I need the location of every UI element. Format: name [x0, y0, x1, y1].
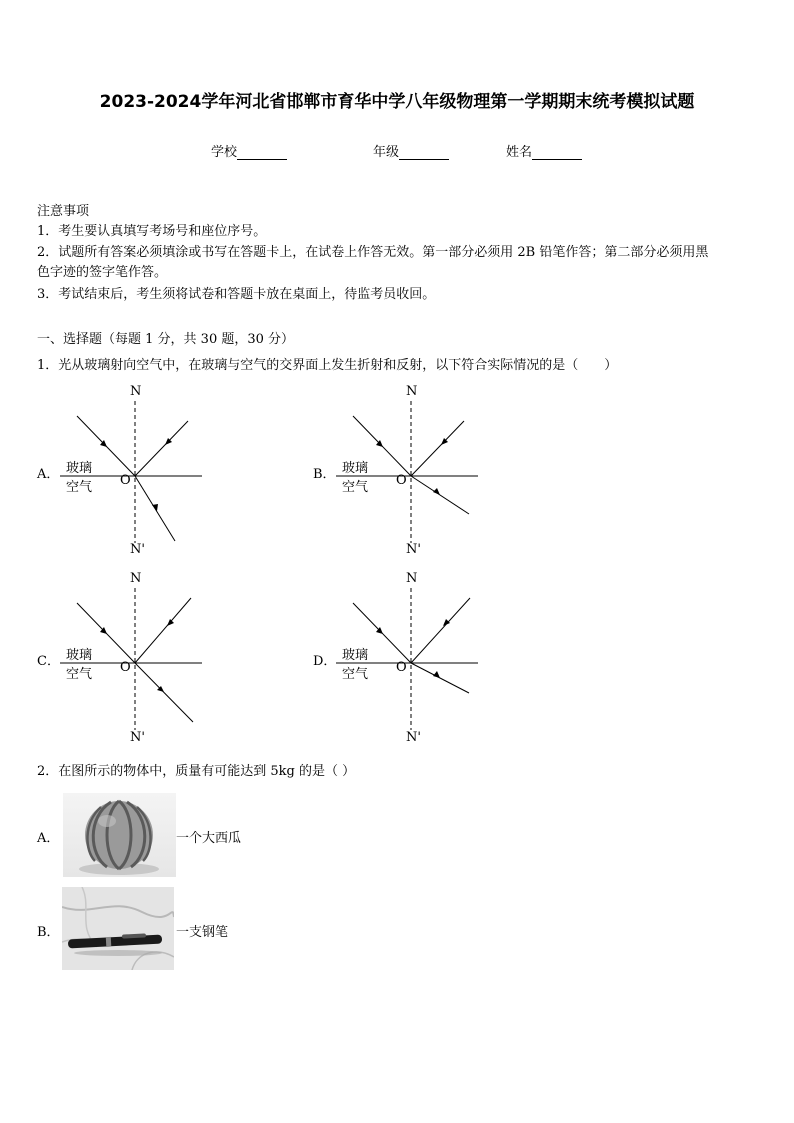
- school-field[interactable]: [211, 141, 287, 160]
- grade-blank[interactable]: [399, 145, 449, 160]
- q1-a-air: 空气: [66, 480, 93, 495]
- name-blank[interactable]: [532, 145, 582, 160]
- q1-c-normal-top: N: [130, 571, 142, 586]
- note-item-3: 3．考试结束后，考生须将试卷和答题卡放在桌面上，待监考员收回。: [37, 287, 436, 302]
- q1-c-air: 空气: [66, 667, 93, 682]
- name-field[interactable]: [506, 141, 582, 160]
- notes-heading: 注意事项: [37, 204, 90, 219]
- question-1-stem: 1．光从玻璃射向空气中，在玻璃与空气的交界面上发生折射和反射，以下符合实际情况的是（ ）: [37, 358, 618, 373]
- q1-b-glass: 玻璃: [342, 461, 369, 476]
- q1-a-normal-bottom: N': [130, 542, 145, 557]
- q1-b-normal-top: N: [406, 384, 418, 399]
- q1-a-origin: O: [120, 473, 131, 488]
- q1-b-air: 空气: [342, 480, 369, 495]
- section-heading: 一、选择题（每题 1 分，共 30 题，30 分）: [37, 332, 295, 347]
- q2-option-b-label[interactable]: B．: [37, 925, 60, 940]
- q1-b-normal-bottom: N': [406, 542, 421, 557]
- q1-d-origin: O: [396, 660, 407, 675]
- q1-a-glass: 玻璃: [66, 461, 93, 476]
- q1-b-origin: O: [396, 473, 407, 488]
- q1-c-normal-bottom: N': [130, 730, 145, 745]
- note-item-1: 1．考生要认真填写考场号和座位序号。: [37, 224, 267, 239]
- q1-d-glass: 玻璃: [342, 648, 369, 663]
- q1-d-air: 空气: [342, 667, 369, 682]
- watermelon-image: [63, 793, 176, 877]
- note-item-2: 2．试题所有答案必须填涂或书写在答题卡上，在试卷上作答无效。第一部分必须用 2B 铅笔作答；第二部分必须用黑: [37, 245, 709, 260]
- q1-option-c-label[interactable]: C．: [37, 654, 60, 669]
- q1-option-b-label[interactable]: B．: [313, 467, 336, 482]
- q1-d-normal-top: N: [406, 571, 418, 586]
- pen-image: [62, 887, 174, 970]
- grade-field[interactable]: [373, 141, 449, 160]
- q2-option-a-caption: 一个大西瓜: [176, 831, 242, 846]
- q1-c-origin: O: [120, 660, 131, 675]
- note-item-2-cont: 色字迹的签字笔作答。: [37, 265, 168, 280]
- q2-option-a-label[interactable]: A．: [37, 831, 60, 846]
- q1-option-a-label[interactable]: A．: [37, 467, 60, 482]
- grade-label: 年级: [373, 145, 400, 160]
- q1-option-d-label[interactable]: D．: [313, 654, 337, 669]
- school-label: 学校: [211, 145, 238, 160]
- q1-c-glass: 玻璃: [66, 648, 93, 663]
- q2-option-b-caption: 一支钢笔: [176, 925, 229, 940]
- q1-a-normal-top: N: [130, 384, 142, 399]
- school-blank[interactable]: [237, 145, 287, 160]
- q1-d-normal-bottom: N': [406, 730, 421, 745]
- question-2-stem: 2．在图所示的物体中，质量有可能达到 5kg 的是（ ）: [37, 764, 356, 779]
- page-title: 2023-2024学年河北省邯郸市育华中学八年级物理第一学期期末统考模拟试题: [99, 92, 695, 112]
- name-label: 姓名: [506, 145, 533, 160]
